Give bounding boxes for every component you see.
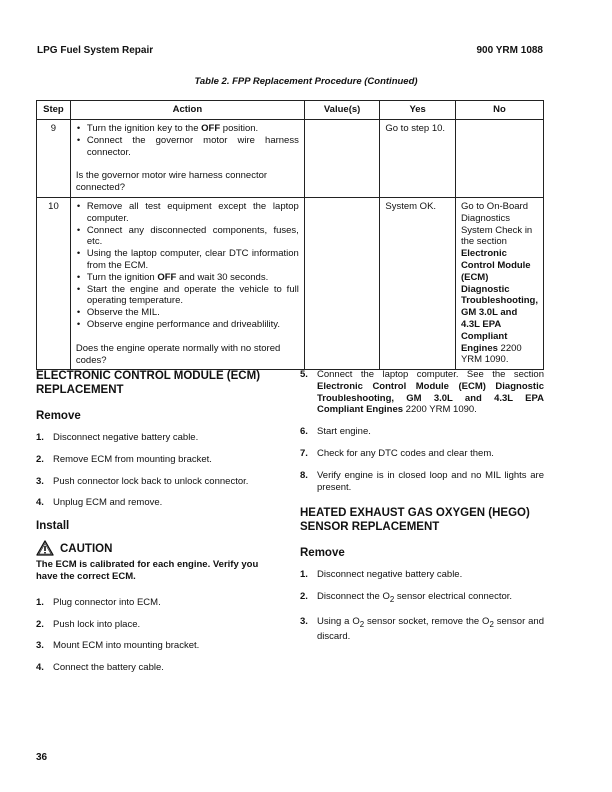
header-step: Step <box>37 101 71 120</box>
list-item: 1. Disconnect negative battery cable. <box>36 432 199 443</box>
step-number: 10 <box>37 197 71 369</box>
action-item: • Connect any disconnected components, fuses, etc. <box>87 225 299 249</box>
action-cell <box>70 120 304 198</box>
yes-cell: System OK. <box>380 197 456 369</box>
list-item: 7. Check for any DTC codes and clear them. <box>300 447 494 459</box>
list-item: 4. Unplug ECM and remove. <box>36 497 163 509</box>
header-yes: Yes <box>380 101 456 120</box>
left-column <box>36 369 280 674</box>
action-item: • Turn the ignition key to the OFF position. <box>87 123 299 135</box>
yes-cell: Go to step 10. <box>380 120 456 198</box>
hego-section-title: HEATED EXHAUST GAS OXYGEN (HEGO) SENSOR REPLACEMENT <box>300 507 530 534</box>
list-item: 2. Push lock into place. <box>36 618 141 630</box>
list-item: 3. Push connector lock back to unlock connector. <box>36 475 249 487</box>
no-cell: Go to On-Board Diagnostics System Check in the section Electronic Control Module (ECM) Diagnostic Troubleshooting, GM 3.0L and 4.3L EPA Compliant Engines 2200 YRM 1090. <box>455 197 543 369</box>
action-item: • Observe engine performance and driveablility. <box>87 319 299 331</box>
action-item: • Turn the ignition OFF and wait 30 seconds. <box>87 272 299 284</box>
running-header-doc-number: 900 YRM 1088 <box>476 45 543 56</box>
ecm-remove-steps <box>36 432 280 509</box>
table-caption: Table 2. FPP Replacement Procedure (Continued) <box>194 76 418 87</box>
action-question: Is the governor motor wire harness connector connected? <box>75 170 268 194</box>
hego-remove-heading: Remove <box>300 547 345 560</box>
list-item: 3. Mount ECM into mounting bracket. <box>36 640 200 652</box>
header-no: No <box>455 101 543 120</box>
list-item: 2. Disconnect the $O_2$ sensor electrical connector. <box>300 591 513 605</box>
list-item: 1. Disconnect negative battery cable. <box>300 569 463 581</box>
ecm-install-steps <box>36 597 280 674</box>
step-number: 9 <box>37 120 71 198</box>
list-item: 3. Using a $O_2$ sensor socket, remove the $O_2$ sensor and discard. <box>300 615 544 642</box>
table-header-row <box>37 101 544 120</box>
ecm-install-heading: Install <box>36 520 70 533</box>
action-item: • Remove all test equipment except the laptop computer. <box>87 201 299 225</box>
table-row <box>37 197 544 369</box>
caution-text: The ECM is calibrated for each engine. Verify you have the correct ECM. <box>36 559 259 582</box>
list-item: 6. Start engine. <box>300 426 371 438</box>
hego-remove-steps <box>300 569 544 642</box>
action-item: • Observe the MIL. <box>87 307 299 319</box>
running-header-title: LPG Fuel System Repair <box>37 45 154 56</box>
list-item: 4. Connect the battery cable. <box>36 662 164 674</box>
list-item: 1. Plug connector into ECM. <box>36 596 161 608</box>
action-item: • Start the engine and operate the vehicle to full operating temperature. <box>87 284 299 308</box>
value-cell <box>304 197 380 369</box>
ecm-remove-heading: Remove <box>36 410 81 422</box>
action-item: • Using the laptop computer, clear DTC information from the ECM. <box>87 248 299 272</box>
list-item: 5. Connect the laptop computer. See the section Electronic Control Module (ECM) Diagnostic Troubleshooting, GM 3.0L and 4.3L EPA Compliant Engines 2200 YRM 1090. <box>300 369 544 416</box>
caution-title: CAUTION <box>60 543 113 556</box>
table-row <box>37 120 544 198</box>
page-number: 36 <box>36 752 48 763</box>
no-cell <box>455 120 543 198</box>
caution-warning-icon <box>36 540 54 560</box>
action-item: • Connect the governor motor wire harness connector. <box>87 135 299 159</box>
action-question: Does the engine operate normally with no stored codes? <box>75 342 281 366</box>
value-cell <box>304 120 380 198</box>
ecm-install-steps-continued <box>300 369 544 493</box>
list-item: 2. Remove ECM from mounting bracket. <box>36 453 212 465</box>
action-cell <box>70 197 304 369</box>
header-values: Value(s) <box>304 101 380 120</box>
list-item: 8. Verify engine is in closed loop and no MIL lights are present. <box>300 469 544 493</box>
header-action: Action <box>70 101 304 120</box>
caution-box <box>36 541 280 559</box>
ecm-section-title: ELECTRONIC CONTROL MODULE (ECM) REPLACEMENT <box>36 370 261 396</box>
right-column <box>300 369 544 642</box>
fpp-replacement-table <box>36 100 544 370</box>
